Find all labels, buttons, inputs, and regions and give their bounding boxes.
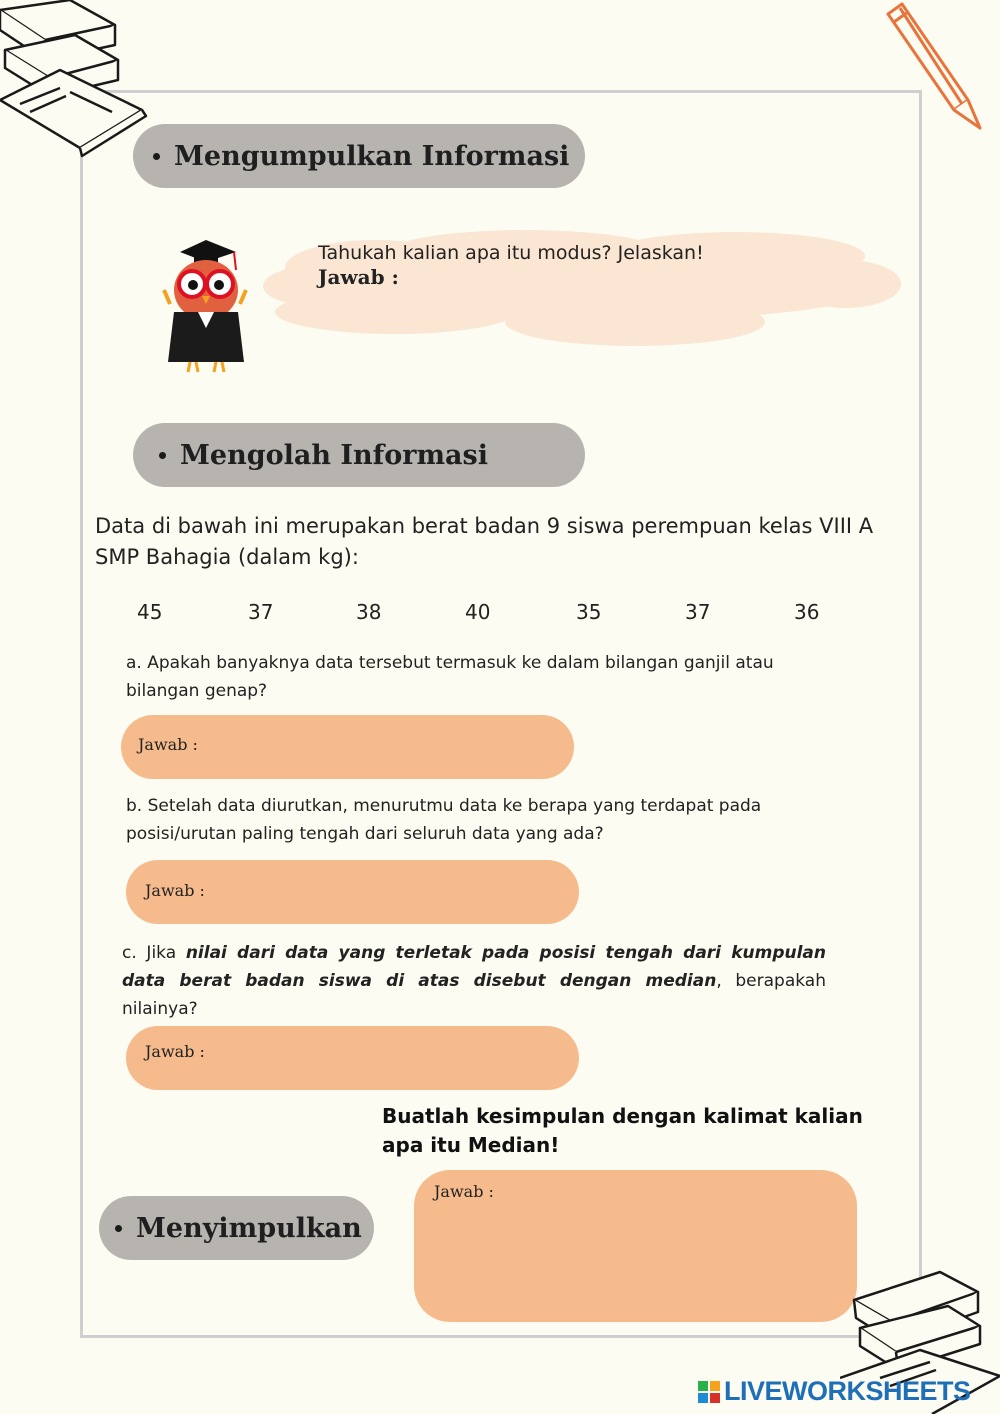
answer-box-c[interactable] <box>126 1026 579 1090</box>
pencil-icon <box>880 0 990 135</box>
question-c <box>122 939 826 1023</box>
intro-text: Data di bawah ini merupakan berat badan 9 siswa perempuan kelas VIII A SMP Bahagia (dalam kg): <box>95 514 874 569</box>
bullet-dot <box>153 153 160 160</box>
question-c-suffix: , berapakah nilainya? <box>122 971 826 1019</box>
bullet-dot <box>115 1225 122 1232</box>
section-title-collect: Mengumpulkan Informasi <box>174 140 570 172</box>
question-c-bold: nilai dari data yang terletak pada posisi tengah dari kumpulan data berat badan siswa di atas disebut dengan median <box>122 943 826 991</box>
section-pill-conclude <box>99 1196 374 1260</box>
owl-graduate-icon <box>160 232 250 374</box>
section-title-conclude: Menyimpulkan <box>136 1212 362 1244</box>
data-value: 38 <box>356 600 382 624</box>
data-value: 36 <box>794 600 820 624</box>
answer-box-a[interactable] <box>121 715 574 779</box>
data-value: 35 <box>576 600 602 624</box>
data-value: 45 <box>137 600 163 624</box>
data-value: 37 <box>248 600 274 624</box>
bubble-answer-label: Jawab : <box>318 265 399 289</box>
answer-label: Jawab : <box>145 881 205 900</box>
question-c-prefix: c. Jika <box>122 943 186 963</box>
bullet-dot <box>159 452 166 459</box>
question-a: a. Apakah banyaknya data tersebut termasuk ke dalam bilangan ganjil atau bilangan genap? <box>126 653 774 701</box>
section-title-process: Mengolah Informasi <box>180 439 488 471</box>
bubble-answer-field[interactable] <box>420 262 860 294</box>
data-value: 37 <box>685 600 711 624</box>
liveworksheets-logo-icon <box>698 1381 720 1403</box>
question-b: b. Setelah data diurutkan, menurutmu data ke berapa yang terdapat pada posisi/urutan paling tengah dari seluruh data yang ada? <box>126 796 762 844</box>
watermark <box>698 1376 971 1407</box>
answer-label: Jawab : <box>138 735 198 754</box>
data-value: 40 <box>465 600 491 624</box>
section-pill-process <box>133 423 585 487</box>
books-stack-icon <box>0 0 150 160</box>
section-pill-collect <box>133 124 585 188</box>
conclusion-prompt: Buatlah kesimpulan dengan kalimat kalian apa itu Median! <box>382 1104 863 1157</box>
bubble-question: Tahukah kalian apa itu modus? Jelaskan! <box>318 242 704 264</box>
answer-box-conclusion[interactable] <box>414 1170 857 1322</box>
watermark-text: LIVEWORKSHEETS <box>724 1376 971 1406</box>
answer-label: Jawab : <box>434 1182 494 1201</box>
answer-label: Jawab : <box>145 1042 205 1061</box>
answer-box-b[interactable] <box>126 860 579 924</box>
